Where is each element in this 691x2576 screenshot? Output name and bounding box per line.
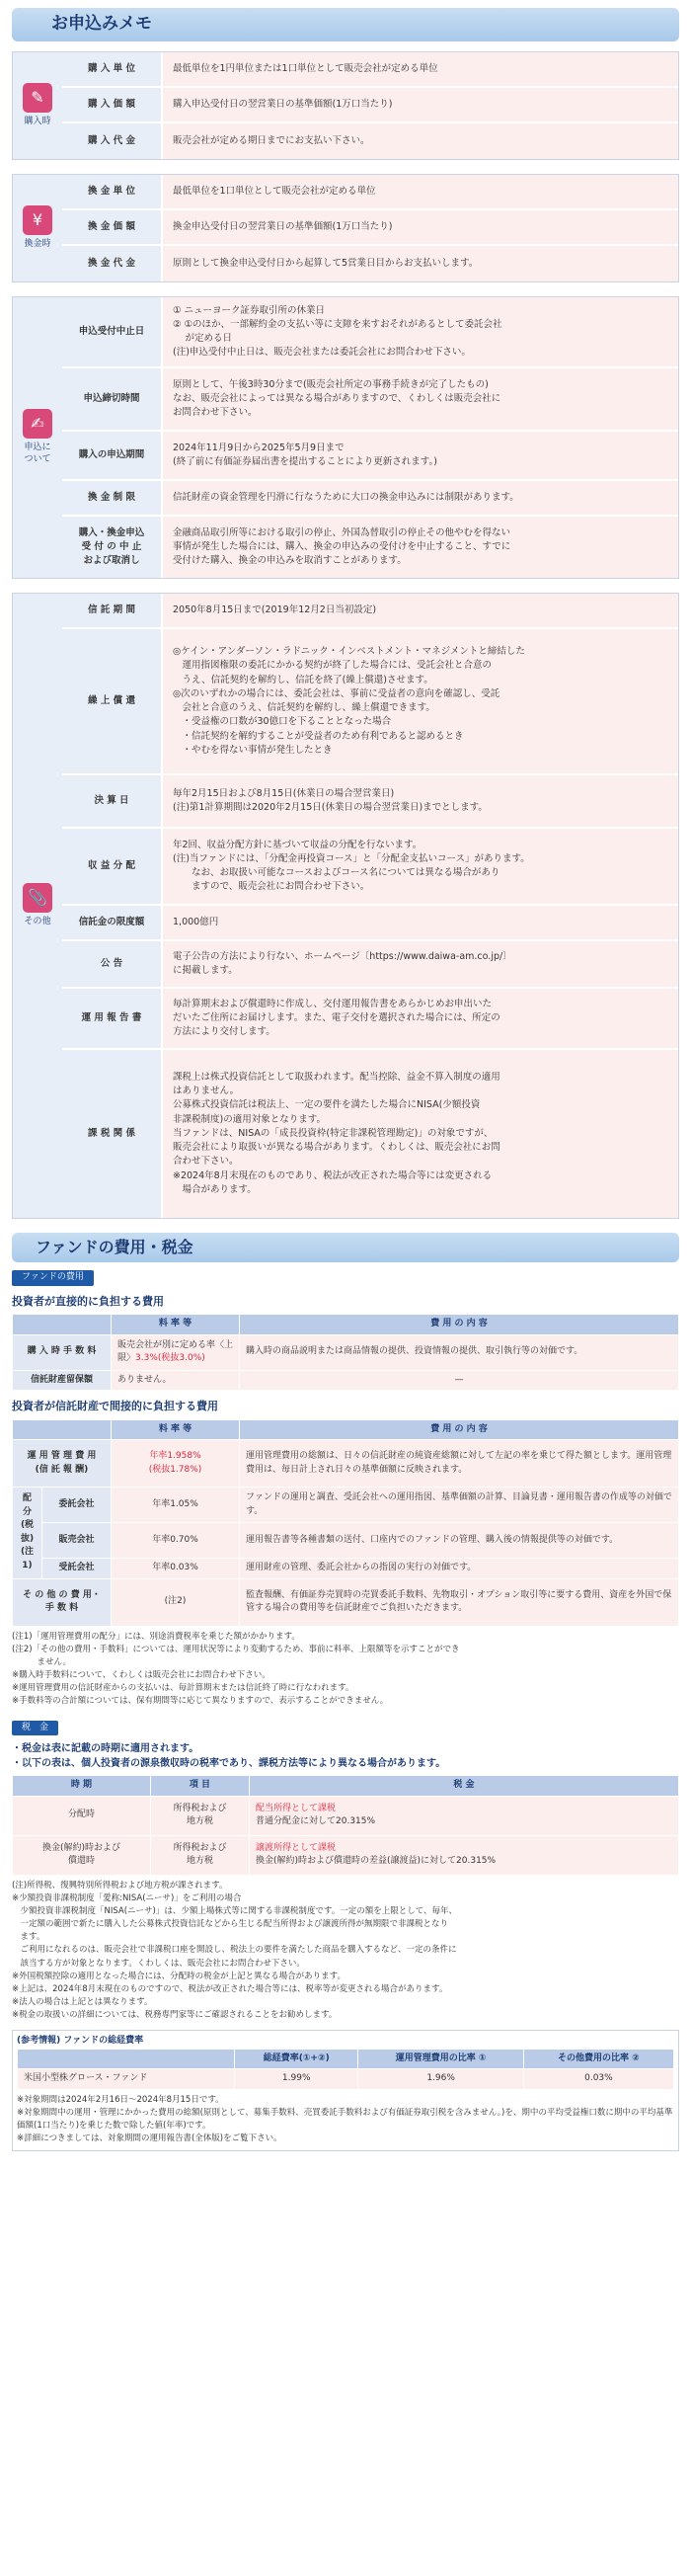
row-label: 申込締切時間 <box>62 368 161 430</box>
col-header: 項 目 <box>151 1776 250 1797</box>
memo-row <box>62 297 678 368</box>
note-line: ※対象期間中の運用・管理にかかった費用の総額(原則として、募集手数料、売買委託手数料および有価証券取引税を含みません。)を、期中の平均受益権口数に期中の平均基準価額(1口当たり)を乗じた数で除した値(年率)です。 <box>17 2108 673 2132</box>
col-header: 費 用 の 内 容 <box>240 1419 679 1440</box>
row-label: 課 税 関 係 <box>62 1050 161 1218</box>
tax-cell <box>250 1835 679 1875</box>
value-line: 会社と合意のうえ、信託契約を解約し、繰上償還できます。 <box>173 702 435 713</box>
ref-title: (参考情報) ファンドの総経費率 <box>17 2036 144 2047</box>
exchange-icon: ¥ <box>23 205 52 235</box>
ref-value: 1.96% <box>358 2069 523 2090</box>
group-label: その他 <box>24 917 51 927</box>
rate-cell: ありません。 <box>112 1370 240 1391</box>
row-value: 原則として換金申込受付日から起算して5営業日目からお支払いします。 <box>161 246 678 282</box>
note-line: ません。 <box>12 1656 72 1667</box>
group-label: 申込に ついて <box>24 443 51 464</box>
note-line: ※外国税額控除の適用となった場合には、分配時の税金が上記と異なる場合があります。 <box>12 1971 346 1981</box>
value-line: お問合わせ下さい。 <box>173 407 258 419</box>
value-line: 販売会社により取扱いが異なる場合があります。くわしくは、販売会社にお問 <box>173 1142 500 1154</box>
value-line: ※2024年8月末現在のものであり、税法が改正された場合等には変更される <box>173 1169 493 1181</box>
col-header: 時 期 <box>13 1776 151 1797</box>
rate-red: (税抜1.78%) <box>148 1464 202 1475</box>
value-line: ますので、販売会社にお問合わせ下さい。 <box>173 881 370 893</box>
desc-cell: 購入時の商品説明または商品情報の提供、投資情報の提供、取引執行等の対価です。 <box>240 1334 679 1370</box>
tax-type: 配当所得として課税 <box>256 1803 337 1813</box>
ref-value: 0.03% <box>523 2069 673 2090</box>
memo-row <box>62 989 678 1050</box>
value-line: 年2回、収益分配方針に基づいて収益の分配を行ないます。 <box>173 839 422 850</box>
row-value: 最低単位を1口単位として販売会社が定める単位 <box>161 175 678 208</box>
row-label: 購入の申込期間 <box>62 432 161 479</box>
value-line: (注)第1計算期間は2020年2月15日(休業日の場合翌営業日)までとします。 <box>173 802 488 813</box>
tax-notes <box>12 1880 679 2023</box>
value-line: 1,000億円 <box>173 916 219 927</box>
value-line: ・やむを得ない事情が発生したとき <box>173 744 333 756</box>
col-header: 税 金 <box>250 1776 679 1797</box>
direct-title: 投資者が直接的に負担する費用 <box>12 1294 164 1308</box>
value-line: だいたご住所にお届けします。また、電子交付を選択された場合には、所定の <box>173 1011 500 1023</box>
value-line: ① ニューヨーク証券取引所の休業日 <box>173 304 326 316</box>
rate-cell: 年率0.70% <box>112 1523 240 1559</box>
row-label: 収 益 分 配 <box>62 829 161 904</box>
row-label: 申込受付中止日 <box>62 297 161 366</box>
cost-notes <box>12 1631 679 1709</box>
desc-cell: 監査報酬、有価証券売買時の売買委託手数料、先物取引・オプション取引等に要する費用、資産を外国で保管する場合の費用等を信託財産でご負担いただきます。 <box>240 1578 679 1626</box>
row-label: 換 金 価 額 <box>62 210 161 244</box>
col-header: 総経費率(①+②) <box>235 2049 358 2069</box>
tax-item: 所得税および 地方税 <box>151 1796 250 1835</box>
desc-cell: 運用報告書等各種書類の送付、口座内でのファンドの管理、購入後の情報提供等の対価です。 <box>240 1523 679 1559</box>
note-line: 少額投資非課税制度「NISA(ニーサ)」は、少額上場株式等に関する非課税制度です。一定の額を上限として、毎年、 <box>12 1905 458 1916</box>
group-apply <box>12 296 679 579</box>
clip-icon: 📎 <box>23 883 52 913</box>
tax-lead: ・以下の表は、個人投資者の源泉徴収時の税率であり、課税方法等により異なる場合があります。 <box>12 1758 446 1770</box>
row-value <box>161 775 678 827</box>
value-line: ・信託契約を解約することが受益者のため有利であると認めるとき <box>173 730 464 742</box>
row-label: そ の 他 の 費 用・ 手 数 料 <box>13 1578 112 1626</box>
note-line: ※購入時手数料について、くわしくは販売会社にお問合わせ下さい。 <box>12 1670 270 1681</box>
row-value <box>161 297 678 366</box>
memo-row <box>62 594 678 629</box>
tax-type: 譲渡所得として課税 <box>256 1842 337 1853</box>
ref-notes <box>17 2094 674 2146</box>
tax-tag: 税 金 <box>12 1721 58 1736</box>
row-value <box>161 906 678 939</box>
rate-cell: (注2) <box>112 1578 240 1626</box>
row-label: 受託会社 <box>42 1559 112 1579</box>
value-line: (注)申込受付中止日は、販売会社または委託会社にお問合わせ下さい。 <box>173 347 471 359</box>
value-line: 信託財産の資金管理を円滑に行なうために大口の換金申込みには制限があります。 <box>173 491 519 503</box>
row-label: 換 金 制 限 <box>62 481 161 515</box>
note-line: 一定額の範囲で新たに購入した公募株式投資信託などから生じる配当所得および譲渡所得が無期限で非課税となり <box>12 1919 449 1930</box>
memo-row <box>62 941 678 989</box>
row-label: 公 告 <box>62 941 161 987</box>
value-line: が定める日 <box>173 333 233 344</box>
value-line: 方法により交付します。 <box>173 1026 275 1038</box>
value-line: 課税上は株式投資信託として取扱われます。配当控除、益金不算入制度の適用 <box>173 1071 500 1083</box>
memo-row <box>62 368 678 432</box>
row-label: 購 入 代 金 <box>62 123 161 159</box>
value-line: ・受益権の口数が30億口を下ることとなった場合 <box>173 716 392 728</box>
desc-cell: ファンドの運用と調査、受託会社への運用指図、基準価額の計算、目論見書・運用報告書の作成等の対価です。 <box>240 1488 679 1523</box>
note-line: ※手数料等の合計額については、保有期間等に応じて異なりますので、表示することができません。 <box>12 1696 389 1707</box>
memo-row <box>62 906 678 941</box>
note-line: (注1)「運用管理費用の配分」には、別途消費税率を乗じた額がかかります。 <box>12 1631 300 1642</box>
memo-row <box>62 775 678 829</box>
row-value: 購入申込受付日の翌営業日の基準価額(1万口当たり) <box>161 88 678 121</box>
col-header: 運用管理費用の比率 ① <box>358 2049 523 2069</box>
memo-row <box>62 481 678 517</box>
col-header: 料 率 等 <box>112 1315 240 1335</box>
rate-red: 3.3%(税抜3.0%) <box>135 1353 205 1363</box>
row-label: 信 託 期 間 <box>62 594 161 627</box>
alloc-label: 配 分 (税抜) (注1) <box>13 1488 42 1579</box>
value-line: 2024年11月9日から2025年5月9日まで <box>173 442 345 453</box>
tax-cell <box>250 1796 679 1835</box>
value-line: 毎年2月15日および8月15日(休業日の場合翌営業日) <box>173 787 395 799</box>
note-line: 該当する方が対象となります。くわしくは、販売会社にお問合わせ下さい。 <box>12 1958 305 1969</box>
memo-row <box>62 432 678 481</box>
row-value <box>161 941 678 987</box>
memo-row <box>62 629 678 775</box>
desc-cell: — <box>240 1370 679 1391</box>
col-header <box>18 2049 235 2069</box>
row-label: 決 算 日 <box>62 775 161 827</box>
col-header: 料 率 等 <box>112 1419 240 1440</box>
ref-value: 1.99% <box>235 2069 358 2090</box>
indirect-title: 投資者が信託財産で間接的に負担する費用 <box>12 1400 218 1412</box>
rate-cell <box>112 1440 240 1488</box>
value-line: はありません。 <box>173 1086 240 1097</box>
row-label: 委託会社 <box>42 1488 112 1523</box>
ref-table <box>17 2049 674 2090</box>
value-line: (注)当ファンドには、「分配金再投資コース」と「分配金支払いコース」があります。 <box>173 852 530 864</box>
row-label: 信託金の限度額 <box>62 906 161 939</box>
tax-time: 換金(解約)時および 償還時 <box>13 1835 151 1875</box>
value-line: 場合があります。 <box>173 1183 257 1195</box>
tax-time: 分配時 <box>13 1796 151 1835</box>
rate-red: 年率1.958% <box>149 1451 201 1461</box>
row-label: 運 用 報 告 書 <box>62 989 161 1048</box>
value-line: 受付けた購入、換金の申込みを取消すことがあります。 <box>173 555 407 567</box>
rate-cell: 年率0.03% <box>112 1559 240 1579</box>
row-label: 販売会社 <box>42 1523 112 1559</box>
desc-cell: 運用管理費用の総額は、日々の信託財産の純資産総額に対して左記の率を乗じて得た額とします。運用管理費用は、毎日計上され日々の基準価額に反映されます。 <box>240 1440 679 1488</box>
value-line: 毎計算期末および償還時に作成し、交付運用報告書をあらかじめお申出いた <box>173 998 493 1009</box>
value-line: (終了前に有価証券届出書を提出することにより更新されます。) <box>173 456 437 467</box>
tax-item: 所得税および 地方税 <box>151 1835 250 1875</box>
group-label: 換金時 <box>24 239 51 250</box>
rate-cell: 販売会社が別に定める率〈上限〉3.3%(税抜3.0%) <box>112 1334 240 1370</box>
row-value <box>161 481 678 515</box>
row-value <box>161 594 678 627</box>
row-label: 購 入 時 手 数 料 <box>13 1334 112 1370</box>
indirect-cost-table <box>12 1419 679 1627</box>
memo-row <box>62 1050 678 1218</box>
value-line: 非課税制度)の適用対象となります。 <box>173 1113 326 1125</box>
value-line: 2050年8月15日まで(2019年12月2日当初設定) <box>173 604 377 615</box>
value-line: ◎次のいずれかの場合には、委託会社は、事前に受益者の意向を確認し、受託 <box>173 687 500 699</box>
col-header: その他費用の比率 ② <box>523 2049 673 2069</box>
group-label: 購入時 <box>24 117 51 127</box>
value-line: 運用指図権限の委託にかかる契約が終了した場合には、受託会社と合意の <box>173 660 493 672</box>
rate-cell: 年率1.05% <box>112 1488 240 1523</box>
row-label: 換 金 代 金 <box>62 246 161 282</box>
row-value: 販売会社が定める期日までにお支払い下さい。 <box>161 123 678 159</box>
value-line: ② ①のほか、一部解約金の支払い等に支障を来すおそれがあるとして委託会社 <box>173 318 502 330</box>
fund-name: 米国小型株グロース・ファンド <box>18 2069 235 2090</box>
value-line: 合わせ下さい。 <box>173 1156 239 1167</box>
value-line: 原則として、午後3時30分まで(販売会社所定の事務手続きが完了したもの) <box>173 378 489 390</box>
row-value: 最低単位を1円単位または1口単位として販売会社が定める単位 <box>161 52 678 86</box>
buy-icon: ✎ <box>23 83 52 113</box>
note-line: ※税金の取扱いの詳細については、税務専門家等にご確認されることをお勧めします。 <box>12 2010 338 2021</box>
direct-cost-table <box>12 1314 679 1391</box>
note-line: (注)所得税、復興特別所得税および地方税が課されます。 <box>12 1880 228 1891</box>
tax-table <box>12 1775 679 1876</box>
memo-title: お申込みメモ <box>12 8 679 41</box>
value-line: うえ、信託契約を解約し、信託を終了(繰上償還)させます。 <box>173 674 433 685</box>
value-line: なお、お取扱い可能なコースおよびコース名については異なる場合があり <box>173 867 500 878</box>
row-label: 購 入 単 位 <box>62 52 161 86</box>
value-line: 当ファンドは、NISAの「成長投資枠(特定非課税管理勘定)」の対象ですが、 <box>173 1127 494 1139</box>
note-line: ※法人の場合は上記とは異なります。 <box>12 1997 153 2008</box>
row-value <box>161 1050 678 1218</box>
row-label: 運 用 管 理 費 用 (信 託 報 酬) <box>13 1440 112 1488</box>
tax-lead: ・税金は表に記載の時期に適用されます。 <box>12 1743 199 1755</box>
memo-row <box>62 517 678 578</box>
note-line: ※上記は、2024年8月末現在のものですので、税法が改正された場合等には、税率等が変更される場合があります。 <box>12 1983 448 1994</box>
row-value <box>161 517 678 578</box>
tax-rate: 普通分配金に対して20.315% <box>256 1816 376 1827</box>
row-value <box>161 989 678 1048</box>
note-line: ※詳細につきましては、対象期間の運用報告書(全体版)をご覧下さい。 <box>17 2133 282 2144</box>
row-label: 換 金 単 位 <box>62 175 161 208</box>
note-line: ご利用になれるのは、販売会社で非課税口座を開設し、税法上の要件を満たした商品を購入するなど、一定の条件に <box>12 1945 457 1956</box>
row-label: 信託財産留保額 <box>13 1370 112 1391</box>
value-line: ◎ケイン・アンダーソン・ラドニック・インベストメント・マネジメントと締結した <box>173 646 525 657</box>
memo-row <box>62 829 678 906</box>
value-line: 公募株式投資信託は税法上、一定の要件を満たした場合にNISA(少額投資 <box>173 1099 481 1111</box>
note-line: ※対象期間は2024年2月16日～2024年8月15日です。 <box>17 2094 224 2105</box>
row-value <box>161 829 678 904</box>
value-line: に掲載します。 <box>173 965 238 976</box>
value-line: なお、販売会社によっては異なる場合がありますので、くわしくは販売会社に <box>173 392 501 404</box>
note-line: ます。 <box>12 1932 45 1943</box>
value-line: 電子公告の方法により行ない、ホームページ〔https://www.daiwa-am.co.jp/〕 <box>173 950 512 962</box>
ref-box <box>12 2030 679 2150</box>
col-header: 費 用 の 内 容 <box>240 1315 679 1335</box>
tax-rate: 換金(解約)時および償還時の差益(譲渡益)に対して20.315% <box>256 1856 497 1867</box>
note-line: ※運用管理費用の信託財産からの支払いは、毎計算期末または信託終了時に行なわれます。 <box>12 1683 354 1694</box>
value-line: 事情が発生した場合には、購入、換金の申込みの受付けを中止すること、すでに <box>173 540 511 552</box>
row-label: 購 入 価 額 <box>62 88 161 121</box>
costs-title: ファンドの費用・税金 <box>12 1233 679 1262</box>
value-line: 金融商品取引所等における取引の停止、外国為替取引の停止その他やむを得ない <box>173 526 511 538</box>
row-label: 繰 上 償 還 <box>62 629 161 773</box>
desc-cell: 運用財産の管理、委託会社からの指図の実行の対価です。 <box>240 1559 679 1579</box>
group-exchange <box>12 174 679 282</box>
group-buy <box>12 51 679 160</box>
row-value: 換金申込受付日の翌営業日の基準価額(1万口当たり) <box>161 210 678 244</box>
row-label: 購入・換金申込 受 付 の 中 止 および取消し <box>62 517 161 578</box>
row-value <box>161 432 678 479</box>
costs-tag: ファンドの費用 <box>12 1270 94 1286</box>
group-other <box>12 593 679 1219</box>
note-line: (注2)「その他の費用・手数料」については、運用状況等により変動するため、事前に料率、上限額等を示すことができ <box>12 1644 460 1654</box>
row-value <box>161 629 678 773</box>
row-value <box>161 368 678 430</box>
note-line: ※少額投資非課税制度「愛称:NISA(ニーサ)」をご利用の場合 <box>12 1892 242 1903</box>
pen-icon: ✍ <box>23 409 52 439</box>
